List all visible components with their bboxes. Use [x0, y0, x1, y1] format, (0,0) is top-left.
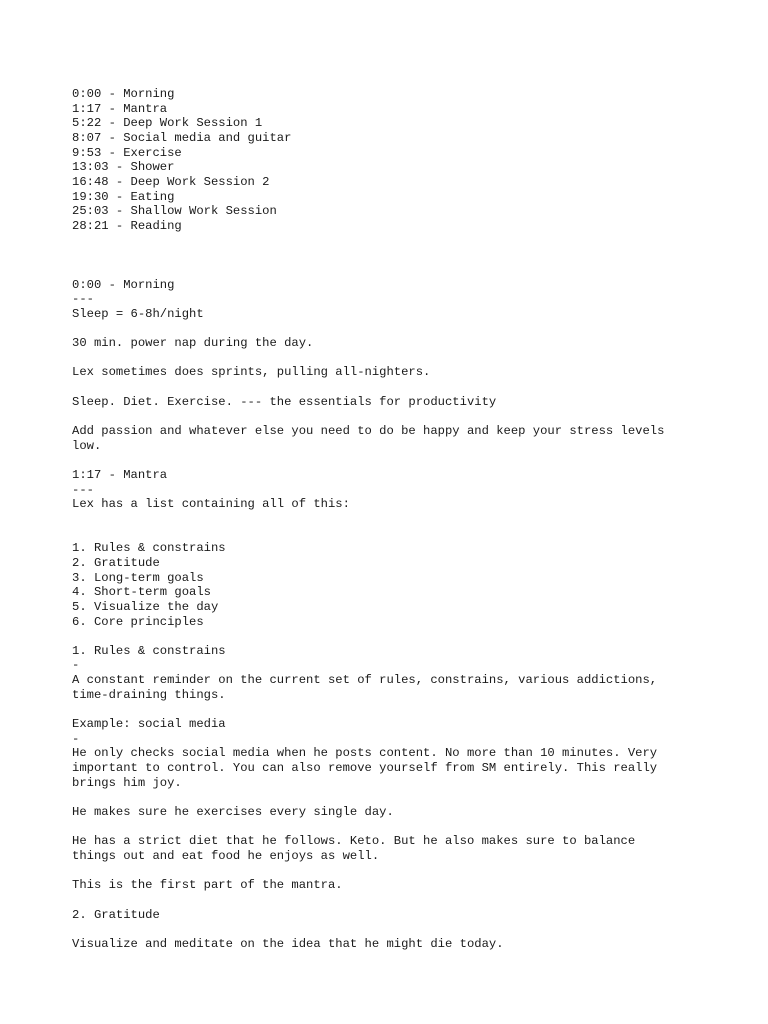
paragraph: This is the first part of the mantra.	[72, 878, 343, 893]
paragraph: Visualize and meditate on the idea that he might die today.	[72, 936, 504, 951]
section-heading: 2. Gratitude	[72, 907, 160, 922]
paragraph: He makes sure he exercises every single day.	[72, 804, 394, 819]
list-item: 2. Gratitude	[72, 555, 160, 570]
subsection-heading: Example: social media	[72, 717, 226, 732]
toc-item: 0:00 - Morning	[72, 87, 175, 101]
toc-item: 28:21 - Reading	[72, 218, 182, 233]
toc-item: 9:53 - Exercise	[72, 145, 182, 160]
section-heading: 1:17 - Mantra	[72, 467, 168, 482]
list-item: 5. Visualize the day	[72, 599, 219, 614]
section-gratitude	[72, 908, 712, 952]
section-mantra	[72, 468, 712, 629]
document-text	[72, 87, 712, 951]
paragraph: A constant reminder on the current set of rules, constrains, various addictions, time-draining things.	[72, 673, 658, 702]
section-heading: 1. Rules & constrains	[72, 643, 226, 658]
list-item: 3. Long-term goals	[72, 570, 204, 585]
paragraph: Sleep = 6-8h/night	[72, 306, 204, 321]
section-rule: ---	[72, 292, 94, 307]
paragraph: Sleep. Diet. Exercise. --- the essentials for productivity	[72, 394, 497, 409]
section-rule: -	[72, 731, 80, 746]
toc-item: 19:30 - Eating	[72, 189, 175, 204]
toc-item: 1:17 - Mantra	[72, 101, 168, 116]
section-morning	[72, 278, 712, 454]
list-item: 1. Rules & constrains	[72, 541, 226, 556]
list-item: 4. Short-term goals	[72, 585, 211, 600]
paragraph: He only checks social media when he posts content. No more than 10 minutes. Very important to control. You can also remove yourself from SM entirely. This really brings him joy.	[72, 746, 658, 790]
paragraph: He has a strict diet that he follows. Keto. But he also makes sure to balance things out and eat food he enjoys as well.	[72, 834, 636, 863]
section-rule: -	[72, 658, 80, 673]
toc-item: 8:07 - Social media and guitar	[72, 130, 292, 145]
paragraph: 30 min. power nap during the day.	[72, 336, 314, 351]
paragraph: Lex has a list containing all of this:	[72, 497, 350, 512]
table-of-contents	[72, 87, 712, 234]
list-item: 6. Core principles	[72, 614, 204, 629]
section-heading: 0:00 - Morning	[72, 277, 175, 292]
toc-item: 5:22 - Deep Work Session 1	[72, 116, 263, 131]
toc-item: 13:03 - Shower	[72, 160, 175, 175]
paragraph: Add passion and whatever else you need to do be happy and keep your stress levels low.	[72, 424, 665, 453]
paragraph: Lex sometimes does sprints, pulling all-nighters.	[72, 365, 431, 380]
toc-item: 16:48 - Deep Work Session 2	[72, 174, 270, 189]
section-rule: ---	[72, 482, 94, 497]
mantra-list	[72, 541, 712, 629]
section-rules	[72, 644, 712, 893]
toc-item: 25:03 - Shallow Work Session	[72, 204, 277, 219]
